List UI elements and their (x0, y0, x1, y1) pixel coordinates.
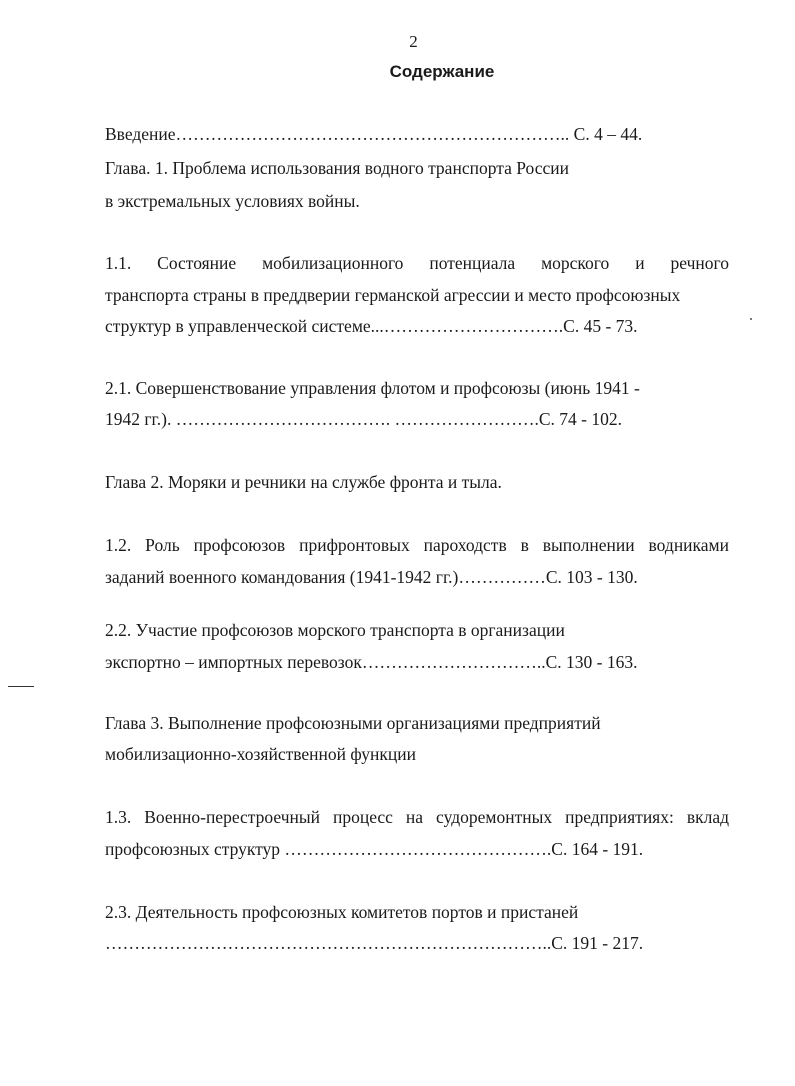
toc-section-1-2-line-2: заданий военного командования (1941-1942 гг.)……………С. 103 - 130. (105, 567, 638, 587)
page-title: Содержание (389, 62, 495, 81)
scan-artifact-mark (8, 686, 34, 687)
toc-section-1-2-line-1: 1.2. Роль профсоюзов прифронтовых пароходств в выполнении водниками (105, 535, 729, 555)
toc-section-1-1-line-3: структур в управленческой системе...………………………….С. 45 - 73. (105, 316, 638, 336)
toc-section-2-2-line-1: 2.2. Участие профсоюзов морского транспорта в организации (105, 620, 565, 640)
page-number: 2 (409, 32, 418, 51)
scan-artifact-speck (750, 318, 752, 320)
toc-section-1-1-line-2: транспорта страны в преддверии германской агрессии и место профсоюзных (105, 285, 681, 305)
toc-chapter-1-line-2: в экстремальных условиях войны. (105, 191, 360, 211)
toc-chapter-2: Глава 2. Моряки и речники на службе фронта и тыла. (105, 472, 502, 492)
toc-section-2-3-line-1: 2.3. Деятельность профсоюзных комитетов портов и пристаней (105, 902, 579, 922)
toc-section-2-1-line-2: 1942 гг.). ………………………………. …………………….С. 74 - 102. (105, 409, 622, 429)
toc-section-1-3-line-2: профсоюзных структур ……………………………………….С. 164 - 191. (105, 839, 644, 859)
toc-section-1-3-line-1: 1.3. Военно-перестроечный процесс на судоремонтных предприятиях: вклад (105, 807, 729, 827)
toc-chapter-3-line-2: мобилизационно-хозяйственной функции (105, 744, 417, 764)
toc-chapter-1-line-1: Глава. 1. Проблема использования водного транспорта России (105, 158, 569, 178)
toc-section-2-2-line-2: экспортно – импортных перевозок…………………………..С. 130 - 163. (105, 652, 638, 672)
toc-section-2-1-line-1: 2.1. Совершенствование управления флотом и профсоюзы (июнь 1941 - (105, 378, 640, 398)
toc-section-1-1-line-1: 1.1. Состояние мобилизационного потенциала морского и речного (105, 253, 729, 273)
toc-chapter-3-line-1: Глава 3. Выполнение профсоюзными организациями предприятий (105, 713, 601, 733)
toc-entry-intro: Введение………………………………………………………….. С. 4 – 44. (105, 124, 643, 144)
toc-section-2-3-line-2: …………………………………………………………………..С. 191 - 217. (105, 933, 644, 953)
